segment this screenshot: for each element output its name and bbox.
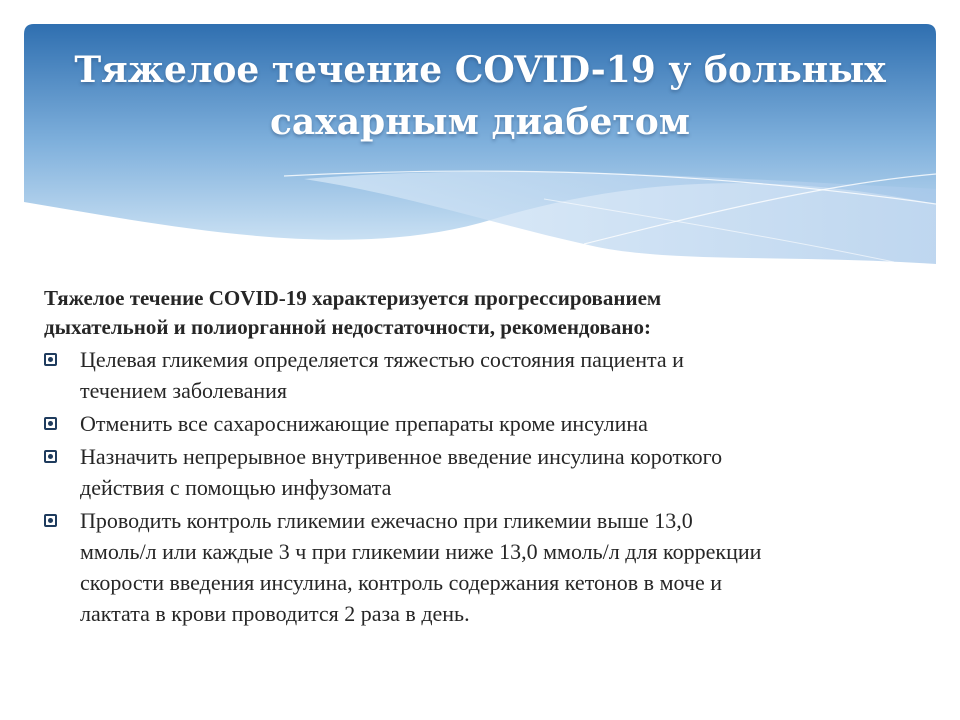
bullet-line: Целевая гликемия определяется тяжестью состояния пациента и — [80, 347, 684, 372]
bullet-line: Проводить контроль гликемии ежечасно при гликемии выше 13,0 — [80, 508, 693, 533]
bullet-line: лактата в крови проводится 2 раза в день. — [80, 601, 470, 626]
bullet-line: скорости введения инсулина, контроль содержания кетонов в моче и — [80, 570, 723, 595]
title-line-2: сахарным диабетом — [270, 101, 690, 143]
title-line-1: Тяжелое течение COVID-19 у больных — [74, 49, 886, 91]
intro-line-1: Тяжелое течение COVID-19 характеризуется прогрессированием — [44, 286, 662, 310]
square-target-bullet-icon — [44, 514, 57, 527]
square-target-bullet-icon — [44, 450, 57, 463]
bullet-line: Назначить непрерывное внутривенное введение инсулина короткого — [80, 444, 723, 469]
bullet-line: Отменить все сахароснижающие препараты кроме инсулина — [80, 411, 648, 436]
bullet-line: действия с помощью инфузомата — [80, 475, 392, 500]
bullet-line: течением заболевания — [80, 378, 288, 403]
square-target-bullet-icon — [44, 353, 57, 366]
intro-line-2: дыхательной и полиорганной недостаточности, рекомендовано: — [44, 315, 651, 339]
bullet-item — [44, 505, 924, 629]
content-area — [44, 284, 924, 631]
bullet-item — [44, 408, 924, 439]
bullet-item — [44, 441, 924, 503]
bullet-line: ммоль/л или каждые 3 ч при гликемии ниже 13,0 ммоль/л для коррекции — [80, 539, 762, 564]
bullet-list — [44, 344, 924, 629]
bullet-item — [44, 344, 924, 406]
square-target-bullet-icon — [44, 417, 57, 430]
slide-title — [24, 44, 936, 148]
intro-paragraph — [44, 284, 924, 342]
